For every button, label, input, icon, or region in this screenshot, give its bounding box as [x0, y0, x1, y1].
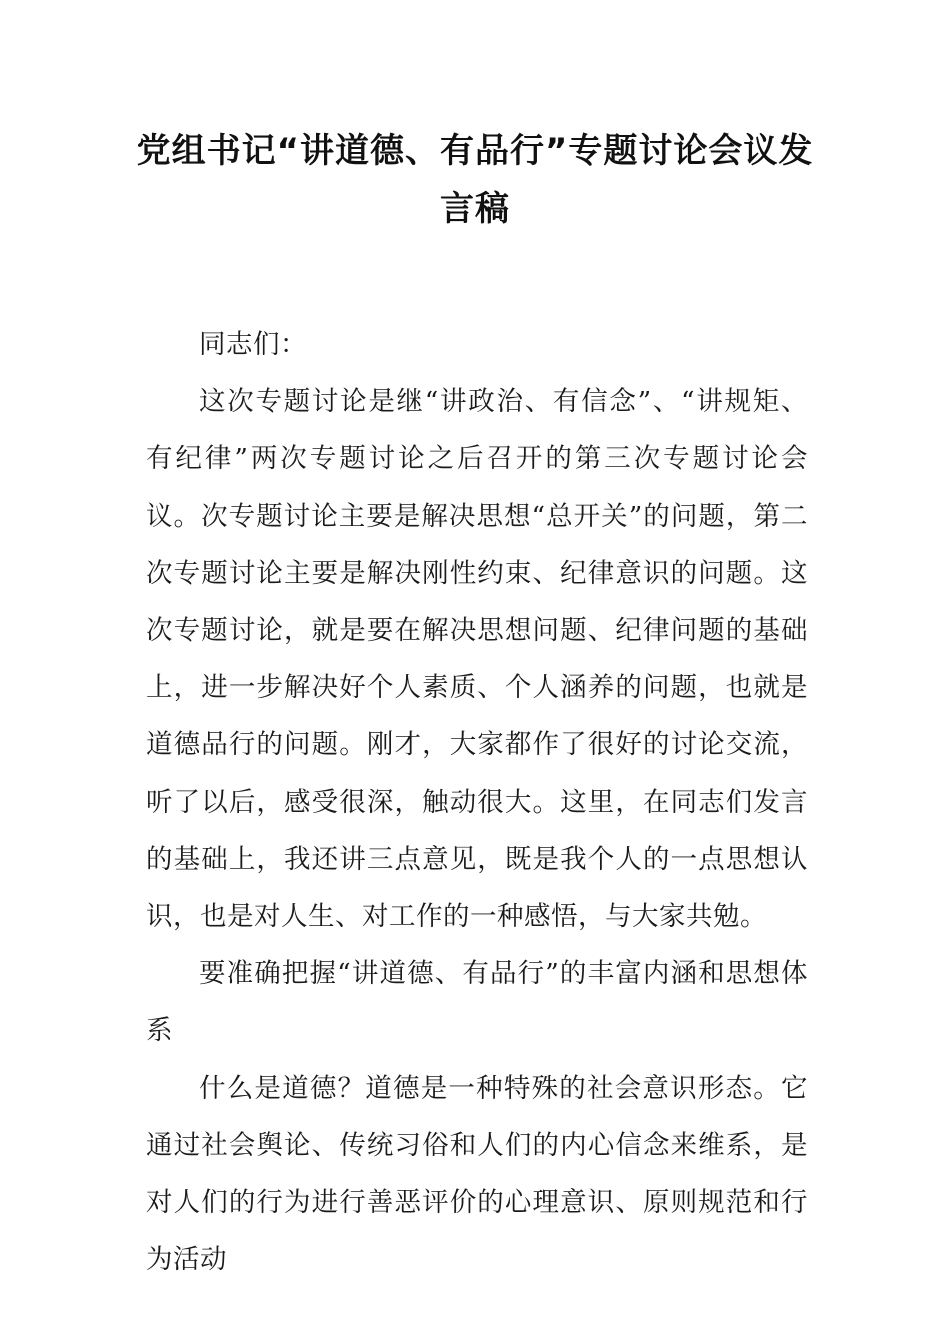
document-title: 党组书记“讲道德、有品行”专题讨论会议发言稿	[136, 131, 814, 229]
paragraph-salutation: 同志们：	[199, 329, 307, 360]
document-body	[146, 316, 808, 1288]
paragraph-morality: 什么是道德？道德是一种特殊的社会意识形态。它通过社会舆论、传统习俗和人们的内心信念来维系，是对人们的行为进行善恶评价的心理意识、原则规范和行为活动	[146, 1072, 808, 1276]
paragraph-heading: 要准确把握“讲道德、有品行”的丰富内涵和思想体系	[146, 958, 808, 1047]
paragraph-intro: 这次专题讨论是继“讲政治、有信念”、“讲规矩、有纪律”两次专题讨论之后召开的第三次专题讨论会议。次专题讨论主要是解决思想“总开关”的问题，第二次专题讨论主要是解决刚性约束、纪律意识的问题。这次专题讨论，就是要在解决思想问题、纪律问题的基础上，进一步解决好个人素质、个人涵养的问题，也就是道德品行的问题。刚才，大家都作了很好的讨论交流，听了以后，感受很深，触动很大。这里，在同志们发言的基础上，我还讲三点意见，既是我个人的一点思想认识，也是对人生、对工作的一种感悟，与大家共勉。	[146, 386, 808, 933]
